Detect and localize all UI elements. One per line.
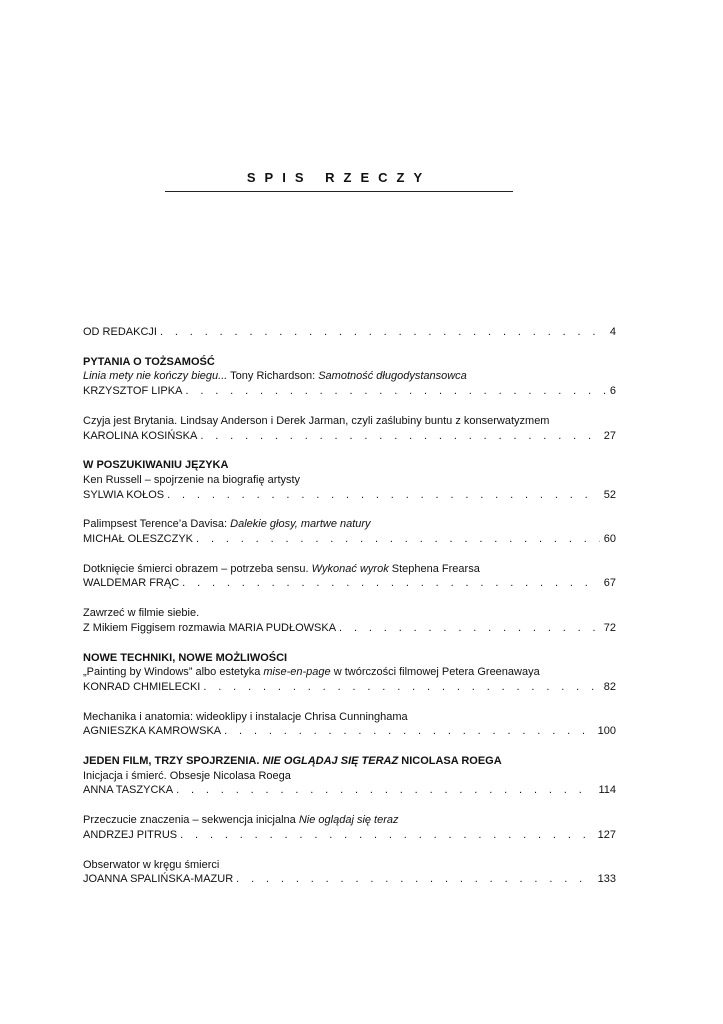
dot-leader	[196, 532, 600, 547]
toc-leader-line	[83, 783, 616, 798]
entry-title: Mechanika i anatomia: wideoklipy i instalacje Chrisa Cunninghama	[83, 710, 408, 723]
toc-leader-line	[83, 576, 616, 591]
entry-title: Obserwator w kręgu śmierci	[83, 858, 220, 871]
entry-title: Przeczucie znaczenia – sekwencja inicjalna Nie oglądaj się teraz	[83, 814, 399, 827]
entry-title: Palimpsest Terence’a Davisa: Dalekie głosy, martwe natury	[83, 518, 371, 531]
toc-leader-line	[83, 828, 616, 843]
page-number: 114	[598, 784, 616, 797]
page-number: 72	[603, 621, 616, 634]
entry-title: Linia mety nie kończy biegu... Tony Richardson: Samotność długodystansowca	[83, 370, 467, 383]
toc-leader-line	[83, 872, 616, 887]
page-number: 127	[597, 828, 616, 841]
entry-author: OD REDAKCJI	[83, 326, 157, 338]
dot-leader	[339, 621, 600, 636]
toc-entry	[83, 458, 616, 502]
dot-leader	[236, 872, 593, 887]
toc-leader-line	[83, 680, 616, 695]
dot-leader	[203, 680, 599, 695]
toc-entry-editorial	[83, 325, 616, 340]
toc-entry	[83, 562, 616, 591]
entry-author: ANNA TASZYCKA	[83, 784, 174, 797]
section-heading: JEDEN FILM, TRZY SPOJRZENIA. NIE OGLĄDAJ SIĘ TERAZ NICOLASA ROEGA	[83, 755, 502, 768]
toc-entry	[83, 858, 616, 887]
page-number: 52	[603, 488, 616, 501]
toc-leader-line	[83, 384, 616, 399]
entry-title: Czyja jest Brytania. Lindsay Anderson i Derek Jarman, czyli zaślubiny buntu z konserwatyzmem	[83, 414, 550, 427]
page-number: 6	[609, 385, 616, 398]
toc-entry	[83, 754, 616, 798]
toc-entry	[83, 651, 616, 695]
entry-title: Inicjacja i śmierć. Obsesje Nicolasa Roega	[83, 769, 291, 782]
entry-author: JOANNA SPALIŃSKA-MAZUR	[83, 873, 234, 886]
section-heading: PYTANIA O TOŻSAMOŚĆ	[83, 355, 215, 368]
page-number: 60	[603, 533, 616, 546]
toc-leader-line	[83, 325, 616, 340]
toc-leader-line	[83, 429, 616, 444]
dot-leader	[167, 488, 600, 503]
section-heading: NOWE TECHNIKI, NOWE MOŻLIWOŚCI	[83, 651, 288, 664]
entry-title: Dotknięcie śmierci obrazem – potrzeba sensu. Wykonać wyrok Stephena Frearsa	[83, 562, 480, 575]
entry-title: Zawrzeć w filmie siebie.	[83, 607, 200, 620]
table-of-contents	[83, 325, 616, 902]
dot-leader	[185, 384, 605, 399]
toc-entry	[83, 710, 616, 739]
entry-author: AGNIESZKA KAMROWSKA	[83, 725, 222, 738]
entry-author: MICHAŁ OLESZCZYK	[83, 533, 194, 546]
dot-leader	[160, 325, 606, 340]
page-number: 100	[597, 725, 616, 738]
dot-leader	[180, 828, 594, 843]
toc-leader-line	[83, 488, 616, 503]
entry-author: KRZYSZTOF LIPKA	[83, 385, 183, 398]
page-number: 133	[597, 873, 616, 886]
entry-author: KONRAD CHMIELECKI	[83, 680, 201, 693]
toc-entry	[83, 813, 616, 842]
entry-author: ANDRZEJ PITRUS	[83, 828, 178, 841]
entry-author: Z Mikiem Figgisem rozmawia MARIA PUDŁOWSKA	[83, 621, 337, 634]
page-number: 4	[609, 326, 616, 338]
dot-leader	[182, 576, 600, 591]
toc-entry	[83, 517, 616, 546]
title-divider	[165, 191, 513, 192]
toc-entry	[83, 414, 616, 443]
section-heading: W POSZUKIWANIU JĘZYKA	[83, 459, 229, 472]
page-number: 82	[603, 680, 616, 693]
entry-author: KAROLINA KOSIŃSKA	[83, 429, 198, 442]
page-number: 67	[603, 577, 616, 590]
toc-entry	[83, 355, 616, 399]
toc-leader-line	[83, 532, 616, 547]
page-number: 27	[603, 429, 616, 442]
dot-leader	[200, 429, 599, 444]
dot-leader	[176, 783, 594, 798]
page-title: SPIS RZECZY	[246, 170, 432, 185]
toc-leader-line	[83, 724, 616, 739]
entry-title: „Painting by Windows” albo estetyka mise-en-page w twórczości filmowej Petera Greenawaya	[83, 666, 540, 679]
entry-author: SYLWIA KOŁOS	[83, 488, 165, 501]
toc-leader-line	[83, 621, 616, 636]
entry-title: Ken Russell – spojrzenie na biografię artysty	[83, 473, 301, 486]
dot-leader	[224, 724, 594, 739]
toc-entry	[83, 606, 616, 635]
entry-author: WALDEMAR FRĄC	[83, 577, 180, 590]
